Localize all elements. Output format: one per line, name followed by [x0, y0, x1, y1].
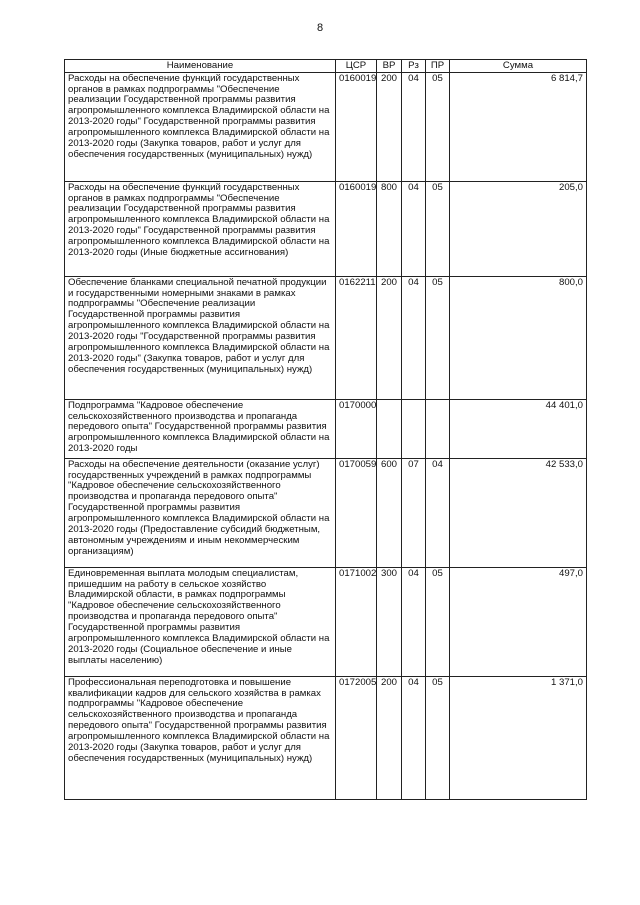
- row-vr: 200: [377, 676, 402, 799]
- row-name: Обеспечение бланками специальной печатной продукции и государственными номерными знаками в рамках подпрограммы "Обеспечение реализации Государственной программы развития агропромышленного комплекса Владимирской области на 2013-2020 годы "Государственной программы развития агропромышленного комплекса Владимирской области на 2013-2020 годы" (Закупка товаров, работ и услуг для обеспечения государственных (муниципальных) нужд): [65, 276, 336, 399]
- header-pr: ПР: [426, 60, 450, 73]
- row-code: 0160019: [336, 181, 377, 276]
- row-rz: 04: [402, 72, 426, 181]
- header-rz: Рз: [402, 60, 426, 73]
- row-vr: 200: [377, 72, 402, 181]
- row-vr: 200: [377, 276, 402, 399]
- table-row: [65, 567, 587, 676]
- row-rz: 04: [402, 676, 426, 799]
- row-sum: 205,0: [450, 181, 587, 276]
- table-row: [65, 72, 587, 181]
- header-vr: ВР: [377, 60, 402, 73]
- row-code: 0160019: [336, 72, 377, 181]
- row-sum: 800,0: [450, 276, 587, 399]
- row-sum: 44 401,0: [450, 399, 587, 458]
- row-sum: 42 533,0: [450, 458, 587, 567]
- row-code: 0162211: [336, 276, 377, 399]
- row-pr: 05: [426, 676, 450, 799]
- header-name: Наименование: [65, 60, 336, 73]
- row-rz: 04: [402, 181, 426, 276]
- row-pr: [426, 399, 450, 458]
- table-header-row: [65, 60, 587, 73]
- row-pr: 04: [426, 458, 450, 567]
- row-name: Расходы на обеспечение функций государственных органов в рамках подпрограммы "Обеспечение реализации Государственной программы развития агропромышленного комплекса Владимирской области на 2013-2020 годы" Государственной программы развития агропромышленного комплекса Владимирской области на 2013-2020 годы (Иные бюджетные ассигнования): [65, 181, 336, 276]
- row-name: Подпрограмма "Кадровое обеспечение сельскохозяйственного производства и пропаганда передового опыта" Государственной программы развития агропромышленного комплекса Владимирской области на 2013-2020 годы: [65, 399, 336, 458]
- row-vr: 800: [377, 181, 402, 276]
- row-pr: 05: [426, 276, 450, 399]
- row-name: Расходы на обеспечение деятельности (оказание услуг) государственных учреждений в рамках подпрограммы "Кадровое обеспечение сельскохозяйственного производства и пропаганда передового опыта" Государственной программы развития агропромышленного комплекса Владимирской области на 2013-2020 годы (Предоставление субсидий бюджетным, автономным учреждениям и иным некоммерческим организациям): [65, 458, 336, 567]
- row-vr: 300: [377, 567, 402, 676]
- row-vr: 600: [377, 458, 402, 567]
- row-sum: 1 371,0: [450, 676, 587, 799]
- row-vr: [377, 399, 402, 458]
- table-row: [65, 676, 587, 799]
- table-row: [65, 181, 587, 276]
- row-name: Единовременная выплата молодым специалистам, пришедшим на работу в сельское хозяйство Владимирской области, в рамках подпрограммы "Кадровое обеспечение сельскохозяйственного производства и пропаганда передового опыта" Государственной программы развития агропромышленного комплекса Владимирской области на 2013-2020 годы (Социальное обеспечение и иные выплаты населению): [65, 567, 336, 676]
- header-code: ЦСР: [336, 60, 377, 73]
- row-rz: 04: [402, 567, 426, 676]
- row-pr: 05: [426, 72, 450, 181]
- row-rz: 04: [402, 276, 426, 399]
- table-row: [65, 276, 587, 399]
- row-code: 0170059: [336, 458, 377, 567]
- header-sum: Сумма: [450, 60, 587, 73]
- table-row: [65, 458, 587, 567]
- row-code: 0172005: [336, 676, 377, 799]
- row-code: 0171002: [336, 567, 377, 676]
- row-code: 0170000: [336, 399, 377, 458]
- table-row: [65, 399, 587, 458]
- row-pr: 05: [426, 567, 450, 676]
- row-sum: 6 814,7: [450, 72, 587, 181]
- page-number: 8: [316, 22, 324, 34]
- row-pr: 05: [426, 181, 450, 276]
- row-rz: [402, 399, 426, 458]
- budget-table: [64, 59, 587, 800]
- row-sum: 497,0: [450, 567, 587, 676]
- row-name: Профессиональная переподготовка и повышение квалификации кадров для сельского хозяйства в рамках подпрограммы "Кадровое обеспечение сельскохозяйственного производства и пропаганда передового опыта" Государственной программы развития агропромышленного комплекса Владимирской области на 2013-2020 годы (Закупка товаров, работ и услуг для обеспечения государственных (муниципальных) нужд): [65, 676, 336, 799]
- row-name: Расходы на обеспечение функций государственных органов в рамках подпрограммы "Обеспечение реализации Государственной программы развития агропромышленного комплекса Владимирской области на 2013-2020 годы" Государственной программы развития агропромышленного комплекса Владимирской области на 2013-2020 годы (Закупка товаров, работ и услуг для обеспечения государственных (муниципальных) нужд): [65, 72, 336, 181]
- row-rz: 07: [402, 458, 426, 567]
